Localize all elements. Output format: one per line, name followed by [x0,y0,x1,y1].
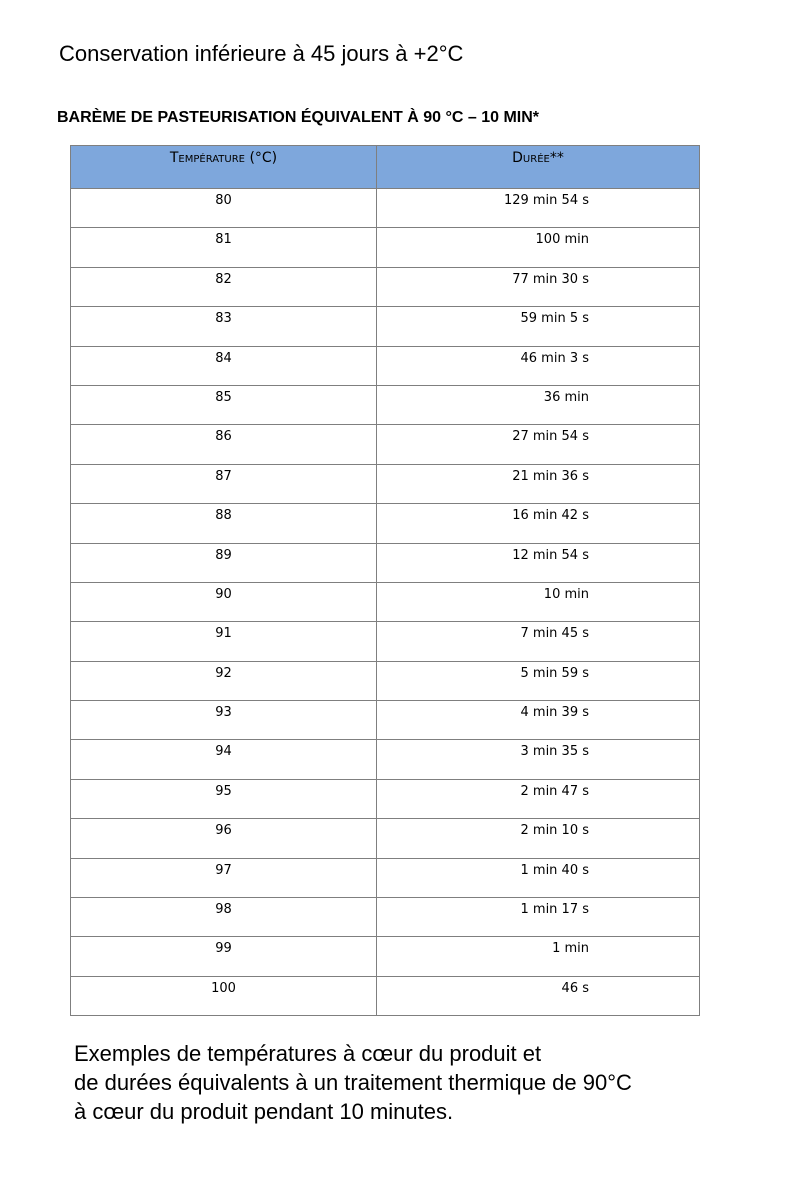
temperature-cell: 87 [71,464,377,503]
table-row [71,858,700,897]
table-row [71,425,700,464]
duration-cell: 16 min 42 s [377,504,700,543]
table-row [71,267,700,306]
temperature-cell: 96 [71,819,377,858]
table-row [71,937,700,976]
table-row [71,779,700,818]
temperature-cell: 84 [71,346,377,385]
temperature-cell: 86 [71,425,377,464]
duration-cell: 1 min [377,937,700,976]
temperature-cell: 82 [71,267,377,306]
temperature-cell: 100 [71,976,377,1015]
table-row [71,504,700,543]
table-row [71,307,700,346]
table-row [71,582,700,621]
duration-cell: 46 s [377,976,700,1015]
temperature-cell: 93 [71,701,377,740]
temperature-cell: 90 [71,582,377,621]
duration-cell: 59 min 5 s [377,307,700,346]
duration-cell: 3 min 35 s [377,740,700,779]
duration-cell: 4 min 39 s [377,701,700,740]
table-row [71,819,700,858]
duration-cell: 77 min 30 s [377,267,700,306]
table-row [71,189,700,228]
duration-cell: 100 min [377,228,700,267]
duration-cell: 7 min 45 s [377,622,700,661]
table-header-row [71,146,700,189]
temperature-cell: 95 [71,779,377,818]
duration-cell: 1 min 40 s [377,858,700,897]
caption-line: de durées équivalents à un traitement thermique de 90°C [74,1070,632,1095]
temperature-cell: 91 [71,622,377,661]
temperature-cell: 89 [71,543,377,582]
duration-cell: 46 min 3 s [377,346,700,385]
temperature-cell: 92 [71,661,377,700]
temperature-cell: 98 [71,898,377,937]
duration-cell: 5 min 59 s [377,661,700,700]
temperature-cell: 88 [71,504,377,543]
temperature-cell: 97 [71,858,377,897]
caption-line: à cœur du produit pendant 10 minutes. [74,1099,454,1124]
storage-note: Conservation inférieure à 45 jours à +2°C [59,41,464,66]
temperature-cell: 99 [71,937,377,976]
temperature-cell: 85 [71,385,377,424]
table-row [71,543,700,582]
table-row [71,740,700,779]
temperature-cell: 81 [71,228,377,267]
header-temperature: Température (°C) [71,146,377,189]
table-title: BARÈME DE PASTEURISATION ÉQUIVALENT À 90 °C – 10 MIN* [57,109,540,126]
temperature-cell: 94 [71,740,377,779]
pasteurization-table [70,145,700,1016]
table-row [71,228,700,267]
duration-cell: 129 min 54 s [377,189,700,228]
table-row [71,385,700,424]
temperature-cell: 83 [71,307,377,346]
duration-cell: 36 min [377,385,700,424]
duration-cell: 10 min [377,582,700,621]
caption-line: Exemples de températures à cœur du produit et [74,1041,542,1066]
table-row [71,976,700,1015]
table-row [71,701,700,740]
duration-cell: 2 min 10 s [377,819,700,858]
duration-cell: 21 min 36 s [377,464,700,503]
table-row [71,661,700,700]
temperature-cell: 80 [71,189,377,228]
table-row [71,898,700,937]
duration-cell: 2 min 47 s [377,779,700,818]
duration-cell: 27 min 54 s [377,425,700,464]
duration-cell: 1 min 17 s [377,898,700,937]
table-caption [74,1039,632,1126]
table-row [71,622,700,661]
header-duration: Durée** [377,146,700,189]
table-row [71,464,700,503]
duration-cell: 12 min 54 s [377,543,700,582]
table-row [71,346,700,385]
